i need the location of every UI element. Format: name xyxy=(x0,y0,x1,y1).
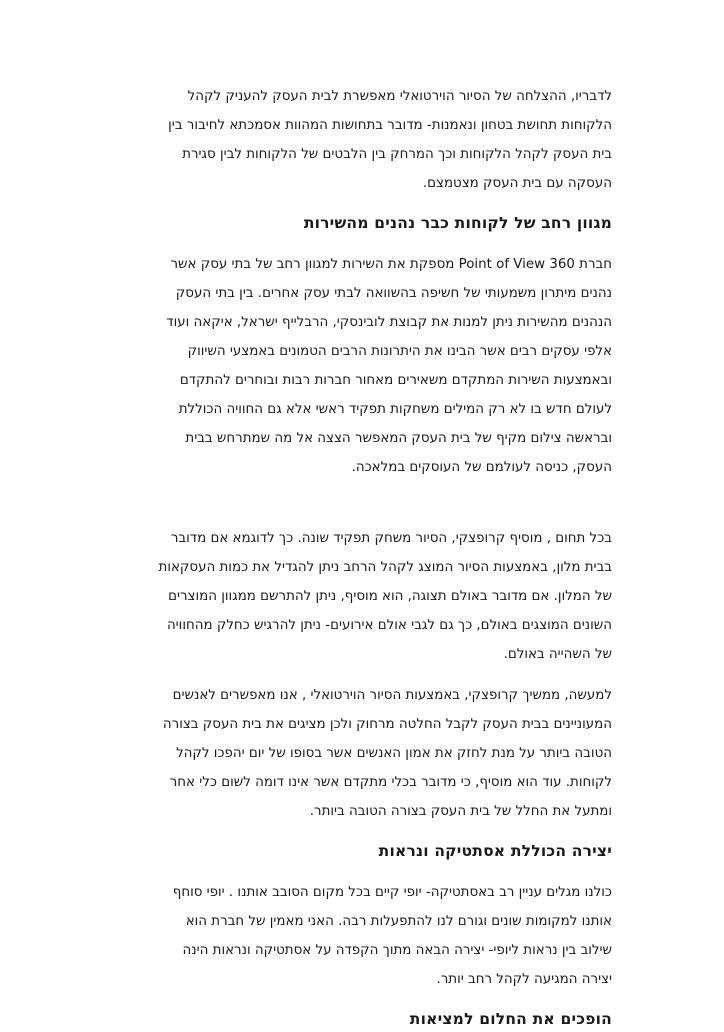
spacer xyxy=(104,864,612,878)
text-line: בכל תחום , מוסיף קרופצקי, הסיור משחק תפקיד שונה. כך לדוגמא אם מדובר xyxy=(170,531,612,546)
text-line: אותנו למקומות שונים וגורם לנו להתפעלות רבה. האני מאמין של חברת הוא xyxy=(185,914,612,929)
text-line: ומתעל את החלל של בית העסק בצורה הטובה ביותר. xyxy=(309,804,612,819)
spacer xyxy=(104,236,612,250)
text-line: ובאמצעות השירות המתקדם משאירים מאחור חברות רבות ובוחרים להתקדם xyxy=(179,373,612,388)
spacer xyxy=(104,826,612,838)
text-line: הנהנים מהשירות ניתן למנות את קבוצת לובינסקי, הרבלייף ישראל, איקאה ועוד xyxy=(166,315,612,330)
text-line: יצירה המגיעה לקהל רחב יותר. xyxy=(436,972,612,987)
section-heading-clients: מגוון רחב של לקוחות כבר נהנים מהשירות xyxy=(303,214,612,232)
paragraph-company-service xyxy=(104,250,612,482)
spacer xyxy=(104,669,612,681)
paragraph-remote-decision xyxy=(104,681,612,826)
spacer xyxy=(104,482,612,524)
text-line: לעולם חדש בו לא רק המילים משחקות תפקיד ראשי אלא גם החוויה הכוללת xyxy=(178,402,612,417)
text-line: למעשה, ממשיך קרופצקי, באמצעות הסיור הוירטואלי , אנו מאפשרים לאנשים xyxy=(172,688,612,703)
text-line: שילוב בין נראות ליופי- יצירה הבאה מתוך הקפדה על אסתטיקה ונראות הינה xyxy=(182,943,612,958)
text-line: ובראשה צילום מקיף של בית העסק המאפשר הצצה אל מה שמתרחש בבית xyxy=(185,431,612,446)
text-line: הלקוחות תחושת בטחון ונאמנות- מדובר בתחושות המהוות אסמכתא לחיבור בין xyxy=(168,118,612,133)
text-line: לקוחות. עוד הוא מוסיף, כי מדובר בכלי מתקדם אשר אינו דומה לשום כלי אחר xyxy=(169,775,612,790)
text-line: הטובה ביותר על מנת לחזק את אמון האנשים אשר בסופו של יום יהפכו לקהל xyxy=(176,746,612,761)
text-line: חברת Point of View 360 מספקת את השירות למגוון רחב של בתי עסק אשר xyxy=(170,257,612,272)
text-line: נהנים מיתרון משמעותי של חשיפה בהשוואה לבתי עסק אחרים. בין בתי העסק xyxy=(175,286,612,301)
section-heading-dream: הופכים את החלום למציאות xyxy=(409,1010,612,1028)
text-line: בית העסק לקהל הלקוחות וכך המרחק בין הלבטים של הלקוחות לבין סגירת xyxy=(182,147,612,162)
text-line: השונים המוצגים באולם, כך גם לגבי אולם אירועים- ניתן להרגיש כחלק מהחוויה xyxy=(166,618,612,633)
paragraph-intro xyxy=(104,82,612,198)
section-heading-aesthetics: יצירה הכוללת אסתטיקה ונראות xyxy=(378,842,612,860)
text-line: העסקה עם בית העסק מצטמצם. xyxy=(422,176,612,191)
text-line: של המלון. אם מדובר באולם תצוגה, הוא מוסיף, ניתן להתרשם ממגוון המוצרים xyxy=(168,589,612,604)
text-line: המעוניינים בבית העסק לקבל החלטה מרחוק ולכן מציגים את בית העסק בצורה xyxy=(162,717,612,732)
spacer xyxy=(104,198,612,210)
paragraph-each-field xyxy=(104,524,612,669)
text-line: אלפי עסקים רבים אשר הבינו את היתרונות הרבים הטמונים באמצעי השיווק xyxy=(187,344,612,359)
paragraph-aesthetics xyxy=(104,878,612,994)
text-line: כולנו מגלים עניין רב באסתטיקה- יופי קיים בכל מקום הסובב אותנו . יופי סוחף xyxy=(172,885,612,900)
text-line: לדבריו, ההצלחה של הסיור הוירטואלי מאפשרת לבית העסק להעניק לקהל xyxy=(187,89,612,104)
text-line: העסק, כניסה לעולמם של העוסקים במלאכה. xyxy=(351,460,612,475)
text-line: של השהייה באולם. xyxy=(503,647,612,662)
text-line: בבית מלון, באמצעות הסיור המוצג לקהל הרחב ניתן להגדיל את כמות העסקאות xyxy=(158,560,612,575)
spacer xyxy=(104,994,612,1006)
